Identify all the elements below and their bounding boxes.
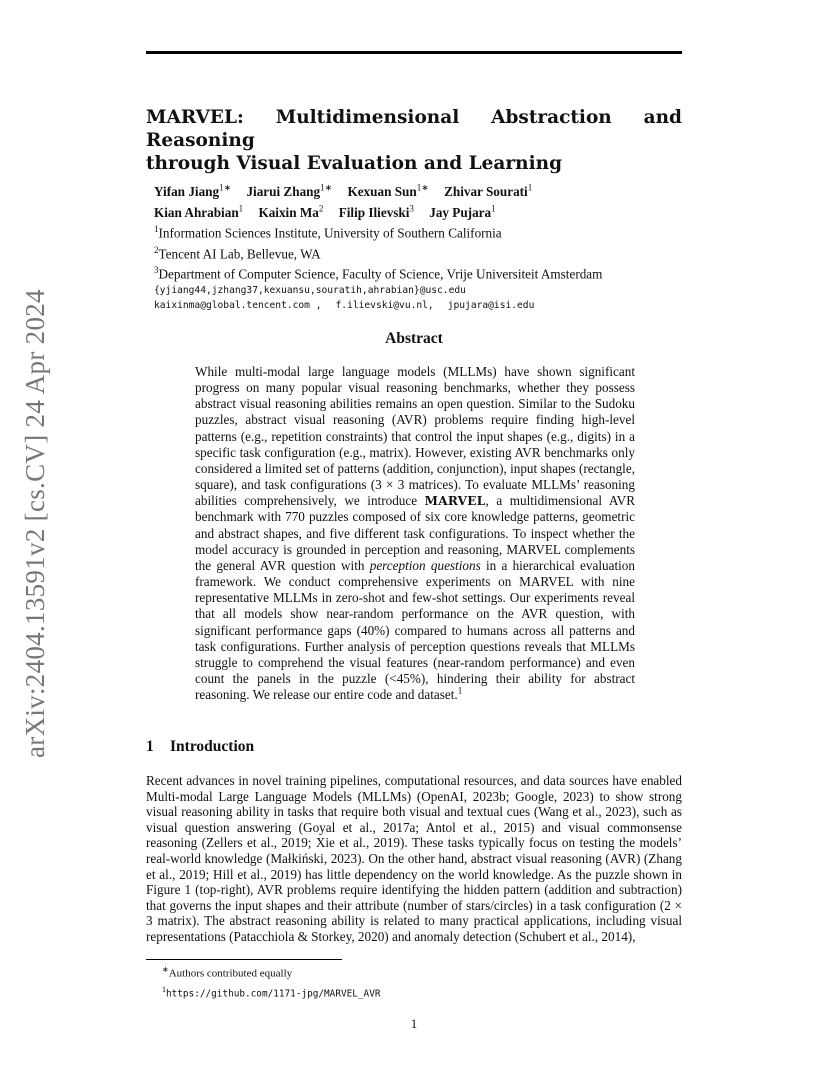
footnote: $^1$https://github.com/1171-jpg/MARVEL_AVR	[162, 984, 381, 1000]
abstract-heading: Abstract	[385, 330, 443, 347]
section-title: Introduction	[170, 738, 255, 755]
top-rule	[146, 51, 682, 54]
author: Kexuan Sun$^{1∗}$	[347, 183, 429, 200]
page-number: 1	[410, 1016, 418, 1031]
author-row-2	[154, 201, 674, 222]
title-line-2: through Visual Evaluation and Learning	[146, 153, 563, 174]
affiliation: $^1$Information Sciences Institute, University of Southern California	[154, 224, 502, 241]
benchmark-name: MARVEL	[424, 494, 486, 509]
abstract-body: While multi-modal large language models (MLLMs) have shown significant progress on many popular visual reasoning benchmarks, whether they possess abstract visual reasoning abilities remains an open question. Similar to the Sudoku puzzles, abstract visual reasoning (AVR) problems require finding high-level patterns (e.g., repetition constraints) that control the input shapes (e.g., digits) in a specific task configuration (e.g., matrix). However, existing AVR benchmarks only considered a limited set of patterns (addition, conjunction), input shapes (rectangle, square), and task configurations (3 × 3 matrices). To evaluate MLLMs’ reasoning abilities comprehensively, we introduce MARVEL, a multidimensional AVR benchmark with 770 puzzles composed of six core knowledge patterns, geometric and abstract shapes, and five different task configurations. To inspect whether the model accuracy is grounded in perception and reasoning, MARVEL complements the general AVR question with perception questions in a hierarchical evaluation framework. We conduct comprehensive experiments on MARVEL with nine representative MLLMs in zero-shot and few-shot settings. Our experiments reveal that all models show near-random performance on the AVR question, with significant performance gaps (40%) compared to humans across all patterns and task configurations. Further analysis of perception questions reveals that MLLMs struggle to comprehend the visual features (near-random performance) and even count the panels in the puzzle (<45%), hindering their ability for abstract reasoning. We release our entire code and dataset.$^1$	[195, 364, 635, 703]
emphasis-term: perception questions	[369, 557, 481, 573]
footnote-link[interactable]: https://github.com/1171-jpg/MARVEL_AVR	[166, 988, 381, 1000]
author: Kaixin Ma$^2$	[258, 203, 324, 220]
arxiv-identifier: arXiv:2404.13591v2 [cs.CV] 24 Apr 2024	[20, 289, 50, 758]
email-line-1: {yjiang44,jzhang37,kexuansu,souratih,ahrabian}@usc.edu	[154, 284, 466, 296]
footnotes	[162, 962, 662, 1001]
author: Yifan Jiang$^{1∗}$	[154, 183, 232, 200]
author: Zhivar Sourati$^1$	[444, 183, 533, 200]
author-row-1	[154, 180, 674, 201]
author: Jay Pujara$^1$	[429, 203, 496, 220]
author: Jiarui Zhang$^{1∗}$	[246, 183, 333, 200]
section-heading	[146, 738, 254, 756]
affiliation: $^3$Department of Computer Science, Faculty of Science, Vrije Universiteit Amsterdam	[154, 265, 603, 282]
author: Kian Ahrabian$^1$	[154, 203, 244, 220]
footnote-rule	[146, 959, 342, 960]
introduction-paragraph: Recent advances in novel training pipelines, computational resources, and data sources have enabled Multi-modal Large Language Models (MLLMs) (OpenAI, 2023b; Google, 2023) to show strong visual reasoning ability in tasks that require both visual and textual cues (Wang et al., 2023), such as visual question answering (Goyal et al., 2017a; Antol et al., 2015) and visual commonsense reasoning (Zellers et al., 2019; Xie et al., 2019). These tasks typically focus on testing the models’ real-world knowledge (Małkiński, 2023). On the other hand, abstract visual reasoning (AVR) (Zhang et al., 2019; Hill et al., 2019) has little dependency on the world knowledge. As the puzzle shown in Figure 1 (top-right), AVR problems require identifying the hidden pattern (addition and subtraction) that governs the input shapes and their attribute (number of stars/circles) in a task configuration (2 × 3 matrix). The abstract reasoning ability is related to many practical applications, including visual representations (Patacchiola & Storkey, 2020) and anomaly detection (Schubert et al., 2014),	[146, 773, 682, 944]
author-block	[154, 180, 674, 314]
title-line-1: MARVEL: Multidimensional Abstraction and Reasoning	[146, 107, 682, 151]
author: Filip Ilievski$^3$	[338, 203, 414, 220]
email: kaixinma@global.tencent.com ,	[154, 300, 322, 312]
email-line-2	[154, 298, 674, 314]
paper-title	[146, 106, 682, 175]
footnote: ∗Authors contributed equally	[162, 965, 293, 980]
section-number: 1	[146, 738, 154, 755]
email: jpujara@isi.edu	[447, 300, 535, 312]
footnote-ref: 1	[457, 685, 463, 696]
email: f.ilievski@vu.nl,	[335, 300, 434, 312]
affiliation: $^2$Tencent AI Lab, Bellevue, WA	[154, 244, 321, 262]
